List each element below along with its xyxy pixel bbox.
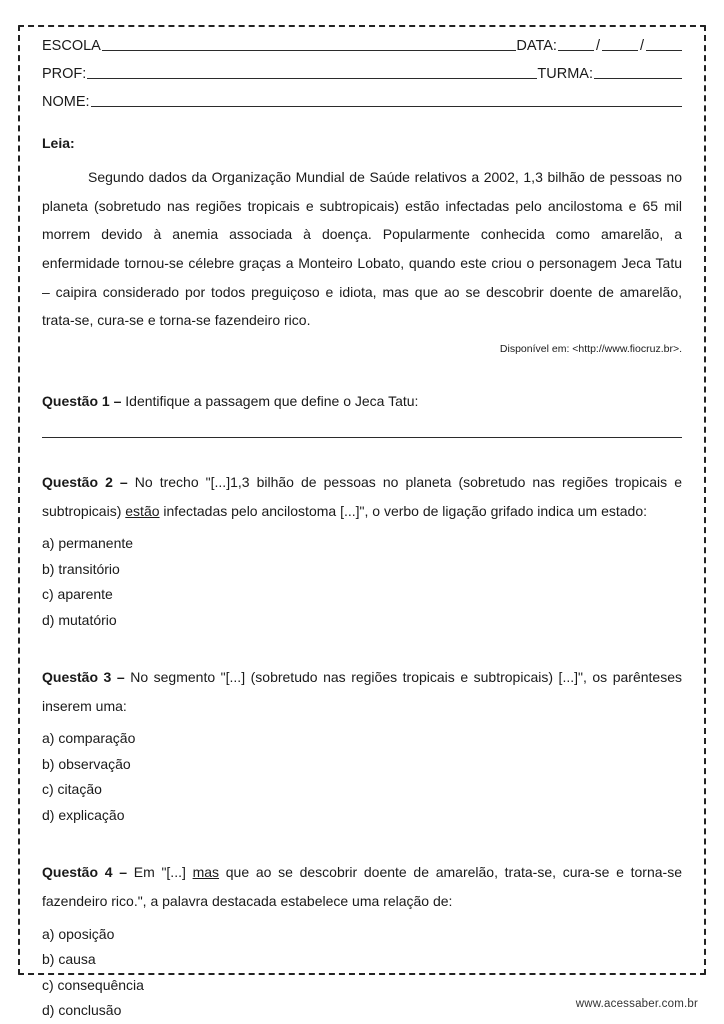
question-2-number: Questão 2 –: [42, 473, 128, 490]
question-1-number: Questão 1 –: [42, 393, 122, 410]
question-4-prompt-before: Em "[...]: [127, 864, 193, 881]
data-day-line[interactable]: [558, 38, 594, 51]
data-year-line[interactable]: [646, 38, 682, 51]
question-3-prompt: No segmento "[...] (sobretudo nas regiões tropicais e subtropicais) [...]", os parênteses inserem uma:: [42, 669, 682, 714]
question-4-text: [42, 858, 682, 915]
turma-write-line[interactable]: [594, 66, 682, 79]
site-footer: www.acessaber.com.br: [575, 998, 698, 1010]
prof-write-line[interactable]: [87, 66, 537, 79]
leia-heading: Leia:: [42, 135, 75, 151]
question-4-alt-b[interactable]: b) causa: [42, 951, 96, 968]
question-3-number: Questão 3 –: [42, 669, 125, 686]
reading-passage: Segundo dados da Organização Mundial de Saúde relativos a 2002, 1,3 bilhão de pessoas no planeta (sobretudo nas regiões tropicais e subtropicais) estão infectadas pelo ancilostoma e 65 mil morrem devido à anemia associada à doença. Popularmente conhecida como amarelão, a enfermidade tornou-se célebre graças a Monteiro Lobato, quando este criou o personagem Jeca Tatu – caipira considerado por todos preguiçoso e idiota, mas que ao se descobrir doente de amarelão, trata-se, cura-se e torna-se fazendeiro rico.: [42, 169, 682, 329]
question-1-block: [42, 387, 682, 438]
nome-line: [42, 94, 682, 109]
question-4-prompt-after: que ao se descobrir doente de amarelão, trata-se, cura-se e torna-se fazendeiro rico.", a palavra destacada estabelece uma relação de:: [42, 864, 682, 909]
question-3-block: [42, 663, 682, 828]
date-separator-1: /: [595, 37, 600, 54]
question-1-prompt: Identifique a passagem que define o Jeca Tatu:: [121, 393, 419, 410]
question-1-text: [42, 387, 682, 416]
question-2-alt-d[interactable]: d) mutatório: [42, 611, 117, 628]
question-2-alt-b[interactable]: b) transitório: [42, 560, 120, 577]
escola-write-line[interactable]: [102, 38, 517, 51]
escola-label: ESCOLA: [42, 37, 101, 54]
question-2-prompt-after: infectadas pelo ancilostoma [...]", o verbo de ligação grifado indica um estado:: [159, 502, 647, 519]
turma-label: TURMA:: [537, 65, 593, 82]
question-3-text: [42, 663, 682, 720]
prof-turma-line: [42, 66, 682, 81]
question-2-highlight: estão: [125, 502, 160, 519]
question-3-alt-a[interactable]: a) comparação: [42, 730, 136, 747]
prof-label: PROF:: [42, 65, 87, 82]
data-month-line[interactable]: [602, 38, 638, 51]
question-4-highlight: mas: [192, 864, 220, 881]
question-1-answer-line[interactable]: [42, 436, 682, 438]
question-3-alternatives: [42, 726, 682, 828]
question-2-prompt-before: No trecho "[...]1,3 bilhão de pessoas no planeta (sobretudo nas regiões tropicais e subtropicais): [42, 473, 682, 519]
nome-label: NOME:: [42, 93, 90, 110]
passage-source: Disponível em: <http://www.fiocruz.br>.: [499, 343, 682, 356]
question-2-alt-c[interactable]: c) aparente: [42, 586, 113, 603]
data-label: DATA:: [516, 37, 557, 54]
question-3-alt-d[interactable]: d) explicação: [42, 806, 125, 823]
question-3-alt-b[interactable]: b) observação: [42, 755, 131, 772]
question-4-alt-d[interactable]: d) conclusão: [42, 1002, 122, 1019]
escola-data-line: [42, 38, 682, 53]
question-4-number: Questão 4 –: [42, 864, 128, 881]
question-2-text: [42, 468, 682, 525]
page-content: [42, 38, 682, 1024]
nome-write-line[interactable]: [91, 94, 682, 107]
question-2-alternatives: [42, 531, 682, 633]
question-2-block: [42, 468, 682, 633]
date-separator-2: /: [639, 37, 644, 54]
question-4-alt-c[interactable]: c) consequência: [42, 976, 144, 993]
question-2-alt-a[interactable]: a) permanente: [42, 535, 134, 552]
question-3-alt-c[interactable]: c) citação: [42, 781, 102, 798]
question-4-alt-a[interactable]: a) oposição: [42, 925, 115, 942]
